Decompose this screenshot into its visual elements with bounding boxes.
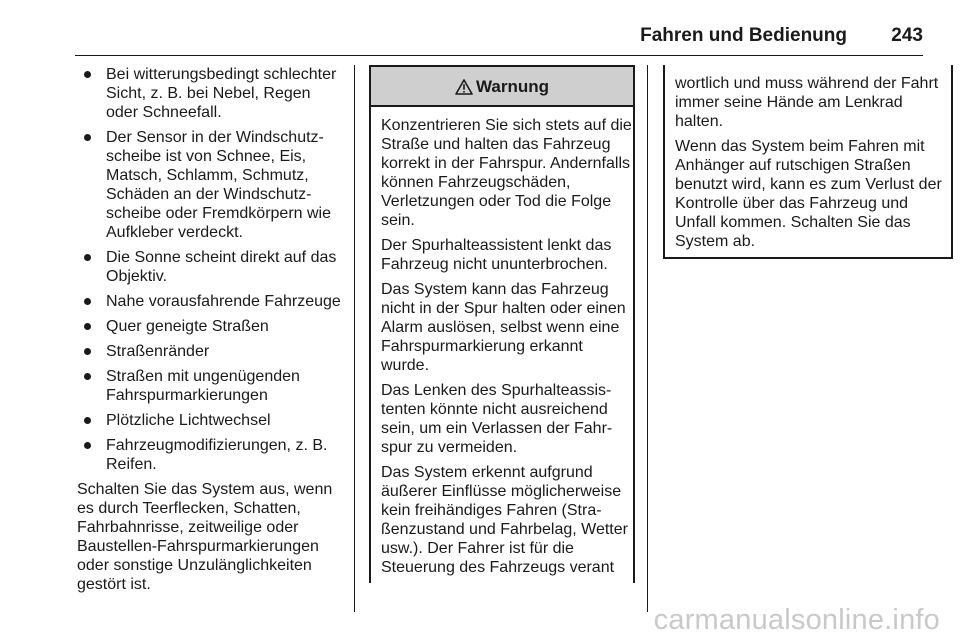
warning-paragraph: wortlich und muss während der Fahrt immer seine Hände am Lenkrad halten. (675, 75, 939, 130)
warning-body (371, 107, 633, 577)
list-item: Die Sonne scheint direkt auf das Objektiv. (77, 248, 347, 286)
bullet-icon (84, 134, 91, 141)
list-item: Plötzliche Lichtwechsel (77, 411, 347, 430)
closing-paragraph: Schalten Sie das System aus, wenn es durch Teerflecken, Schatten, Fahrbahnrisse, zeitweilige oder Baustellen-Fahrspurmarkierungen oder sonstige Unzulänglichkeiten gestört ist. (77, 481, 333, 593)
warning-box-continued (663, 65, 953, 259)
warning-paragraph: Konzentrieren Sie sich stets auf die Straße und halten das Fahrzeug korrekt in der Fahrspur. Andernfalls können Fahrzeugschäden, Verletzungen oder Tod die Folge sein. (381, 117, 632, 229)
warning-triangle-icon (455, 79, 473, 95)
page-number: 243 (891, 25, 923, 46)
list-item: Fahrzeugmodifizierungen, z. B. Reifen. (77, 436, 347, 474)
bullet-icon (84, 373, 91, 380)
column-divider-right (647, 65, 648, 612)
bullet-icon (84, 442, 91, 449)
warning-paragraph: Das System erkennt aufgrund äußerer Einflüsse möglicherweise kein freihändiges Fahren (Straßenzustand und Fahrbelag, Wetter usw.). Der Fahrer ist für die Steuerung des Fahrzeugs verant (381, 464, 628, 576)
bullet-icon (84, 417, 91, 424)
warning-title: Warnung (475, 76, 550, 96)
warning-body-continued (665, 65, 951, 257)
warning-paragraph: Das System kann das Fahrzeug nicht in der Spur halten oder einen Alarm auslösen, selbst wenn eine Fahrspurmarkierung erkannt wurde. (381, 281, 626, 374)
bullet-icon (84, 254, 91, 261)
column-divider-left (354, 65, 355, 612)
list-item: Der Sensor in der Windschutzscheibe ist von Schnee, Eis, Matsch, Schlamm, Schmutz, Schäden an der Windschutzscheibe oder Fremdkörpern wie Aufkleber verdeckt. (77, 128, 347, 242)
bullet-icon (84, 298, 91, 305)
watermark: carmanualsonline.info (653, 604, 940, 636)
list-item: Nahe vorausfahrende Fahrzeuge (77, 292, 347, 311)
left-column (77, 65, 347, 600)
list-item: Bei witterungsbedingt schlechter Sicht, z. B. bei Nebel, Regen oder Schneefall. (77, 65, 347, 122)
list-item: Quer geneigte Straßen (77, 317, 347, 336)
bullet-icon (84, 323, 91, 330)
header-rule (75, 55, 923, 56)
page-header (0, 0, 960, 55)
bullet-icon (84, 71, 91, 78)
warning-paragraph: Das Lenken des Spurhalteassistenten könnte nicht ausreichend sein, um ein Verlassen der Fahrspur zu vermeiden. (381, 382, 613, 456)
section-title: Fahren und Bedienung (640, 25, 847, 46)
bullet-list (77, 65, 347, 474)
warning-box (369, 65, 635, 583)
list-item: Straßenränder (77, 342, 347, 361)
list-item: Straßen mit ungenügenden Fahrspurmarkierungen (77, 367, 347, 405)
warning-header (371, 67, 633, 107)
warning-paragraph: Wenn das System beim Fahren mit Anhänger auf rutschigen Straßen benutzt wird, kann es zum Verlust der Kontrolle über das Fahrzeug und Unfall kommen. Schalten Sie das System ab. (675, 138, 942, 250)
bullet-icon (84, 348, 91, 355)
warning-paragraph: Der Spurhalteassistent lenkt das Fahrzeug nicht ununterbrochen. (381, 237, 612, 273)
